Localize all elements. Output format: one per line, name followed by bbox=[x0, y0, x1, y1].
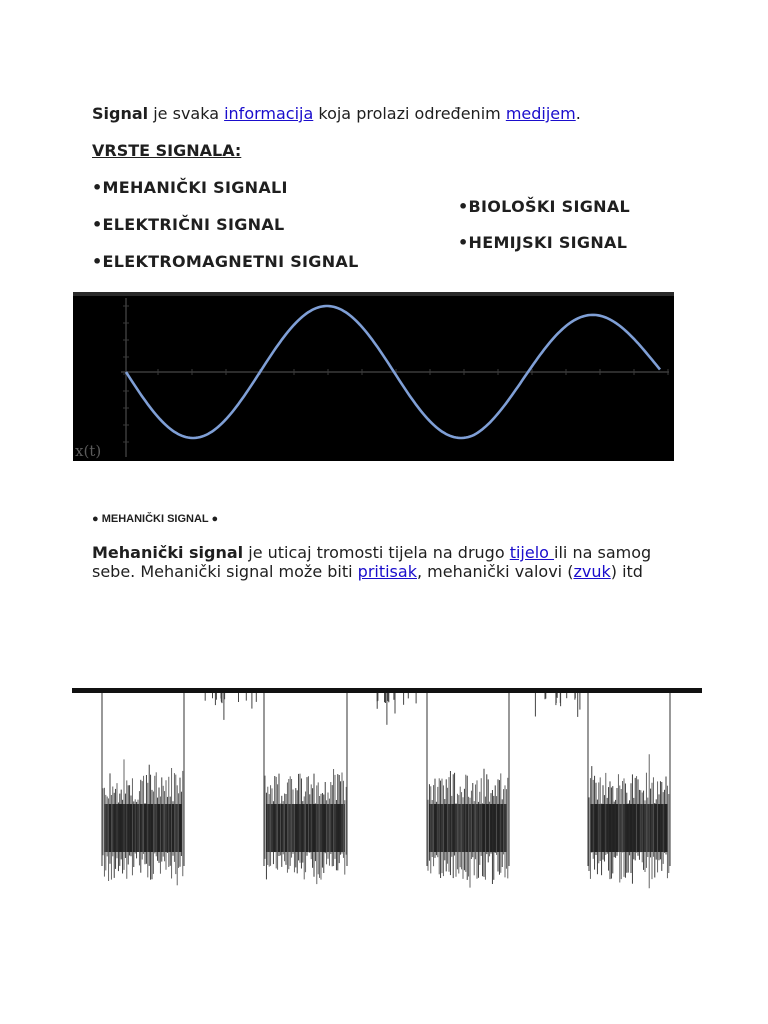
list-item-mechanical: •MEHANIČKI SIGNALI bbox=[92, 178, 288, 197]
list-item-electric: •ELEKTRIČNI SIGNAL bbox=[92, 215, 285, 234]
section-heading: ● MEHANIČKI SIGNAL ● bbox=[92, 513, 219, 525]
mechanical-signal-figure bbox=[72, 686, 702, 921]
intro-line bbox=[92, 104, 581, 123]
sine-wave-figure bbox=[73, 292, 674, 461]
intro-text-1: je svaka bbox=[148, 104, 225, 123]
intro-term: Signal bbox=[92, 104, 149, 123]
list-item-chemical: •HEMIJSKI SIGNAL bbox=[458, 233, 628, 252]
definition-term: Mehanički signal bbox=[92, 543, 244, 562]
mechanical-signal-svg bbox=[72, 686, 702, 921]
definition-paragraph bbox=[92, 543, 672, 581]
pritisak-link[interactable]: pritisak bbox=[357, 562, 417, 581]
list-item-biological: •BIOLOŠKI SIGNAL bbox=[458, 197, 631, 216]
figure-top-border bbox=[73, 292, 674, 296]
medijem-link[interactable]: medijem bbox=[505, 104, 576, 123]
baseline-bar bbox=[72, 688, 702, 693]
definition-text-3: , mehanički valovi ( bbox=[416, 562, 574, 581]
intro-text-2: koja prolazi određenim bbox=[313, 104, 506, 123]
definition-text-1: je uticaj tromosti tijela na drugo bbox=[243, 543, 510, 562]
definition-text-2: ili na samog sebe. Mehanički signal može biti bbox=[92, 543, 652, 581]
axis-label: x(t) bbox=[75, 442, 102, 460]
tijelo-link[interactable]: tijelo bbox=[509, 543, 555, 562]
list-item-electromagnetic: •ELEKTROMAGNETNI SIGNAL bbox=[92, 252, 359, 271]
types-heading: VRSTE SIGNALA: bbox=[92, 141, 242, 160]
sine-wave-svg bbox=[73, 292, 674, 461]
definition-text-4: ) itd bbox=[610, 562, 643, 581]
zvuk-link[interactable]: zvuk bbox=[573, 562, 611, 581]
intro-text-3: . bbox=[575, 104, 581, 123]
informacija-link[interactable]: informacija bbox=[224, 104, 314, 123]
